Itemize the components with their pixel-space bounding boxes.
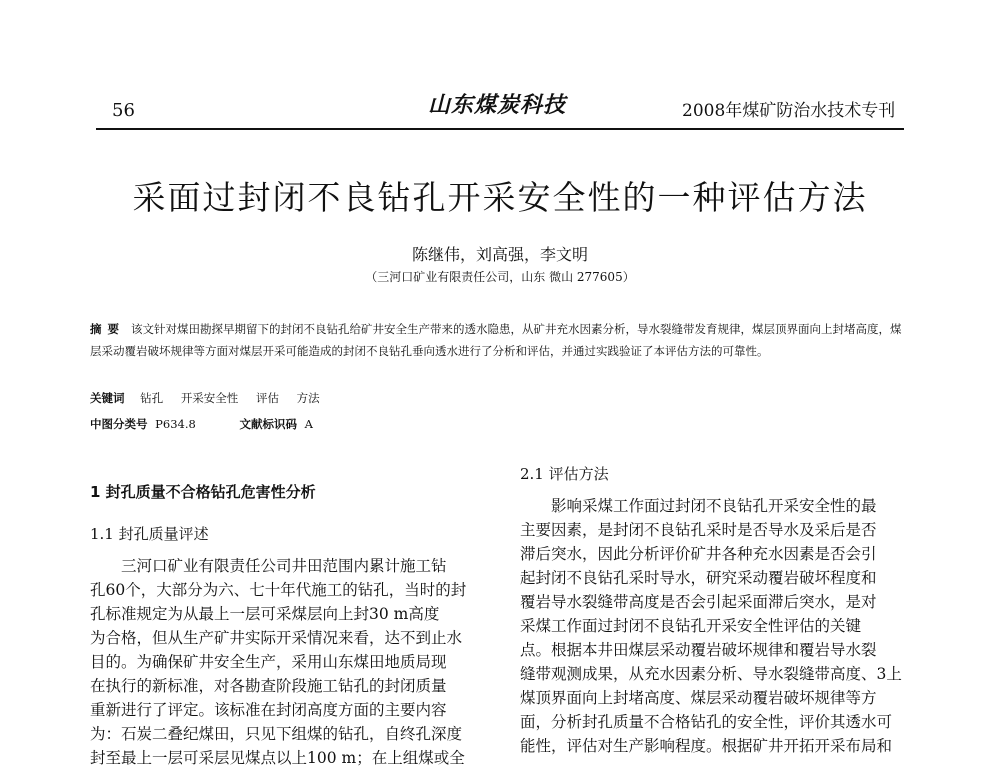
text-line: 滞后突水，因此分析评价矿井各种充水因素是否会引 [520, 545, 877, 563]
text-line: 影响采煤工作面过封闭不良钻孔开采安全性的最 [551, 497, 877, 515]
text-line: 为合格，但从生产矿井实际开采情况来看，达不到止水 [90, 629, 463, 647]
classification-value: P634.8 [155, 417, 196, 431]
classification [90, 416, 313, 432]
page-number: 56 [112, 100, 135, 121]
keyword: 开采安全性 [180, 391, 239, 405]
keyword: 方法 [296, 391, 320, 405]
text-line: 重新进行了评定。该标准在封闭高度方面的主要内容 [90, 701, 447, 719]
text-line: 缝带观测成果，从充水因素分析、导水裂缝带高度、3上 [520, 665, 902, 683]
abstract-label: 摘要 [90, 322, 125, 336]
text-line: 主要因素，是封闭不良钻孔采时是否导水及采后是否 [520, 521, 877, 539]
article-title: 采面过封闭不良钻孔开采安全性的一种评估方法 [132, 178, 868, 217]
text-line: 采煤工作面过封闭不良钻孔开采安全性评估的关键 [520, 617, 862, 635]
text-line: 煤顶界面向上封堵高度、煤层采动覆岩破坏规律等方 [520, 689, 877, 707]
text-line: 起封闭不良钻孔采时导水，研究采动覆岩破坏程度和 [520, 569, 877, 587]
text-line: 覆岩导水裂缝带高度是否会引起采面滞后突水，是对 [520, 593, 877, 611]
keywords [90, 390, 334, 406]
text-line: 目的。为确保矿井安全生产，采用山东煤田地质局现 [90, 653, 447, 671]
journal-logo: 山东煤炭科技 [428, 92, 567, 118]
text-line: 在执行的新标准，对各勘查阶段施工钻孔的封闭质量 [90, 677, 447, 695]
text-line: 能性，评估对生产影响程度。根据矿井开拓开采布局和 [520, 737, 893, 755]
text-line: 孔标准规定为从最上一层可采煤层向上封30 m高度 [90, 605, 440, 623]
text-line: 面，分析封孔质量不合格钻孔的安全性，评价其透水可 [520, 713, 893, 731]
keyword: 评估 [255, 391, 279, 405]
affiliation: （三河口矿业有限责任公司，山东 微山 277605） [365, 270, 635, 284]
issue-title: 2008年煤矿防治水技术专刊 [682, 101, 896, 121]
keyword: 钻孔 [140, 391, 164, 405]
body-paragraph [90, 554, 500, 770]
subsection-heading: 2.1 评估方法 [520, 465, 609, 483]
authors: 陈继伟，刘高强，李文明 [411, 245, 588, 264]
abstract-text: 该文针对煤田勘探早期留下的封闭不良钻孔给矿井安全生产带来的透水隐患，从矿井充水因素分析，导水裂缝带发育规律，煤层顶界面向上封堵高度，煤层采动覆岩破坏规律等方面对煤层开采可能造成的封闭不良钻孔垂向透水进行了分析和评估，并通过实践验证了本评估方法的可靠性。 [90, 322, 902, 358]
doc-code-value: A [304, 417, 313, 431]
doc-code-label: 文献标识码 [239, 417, 297, 431]
left-column [90, 480, 500, 770]
section-heading: 1 封孔质量不合格钻孔危害性分析 [90, 483, 316, 501]
text-line: 点。根据本井田煤层采动覆岩破坏规律和覆岩导水裂 [520, 641, 877, 659]
classification-label: 中图分类号 [90, 417, 148, 431]
text-line: 三河口矿业有限责任公司井田范围内累计施工钻 [121, 557, 447, 575]
header-rule [96, 128, 904, 130]
text-line: 孔60个，大部分为六、七十年代施工的钻孔，当时的封 [90, 581, 467, 599]
subsection-heading: 1.1 封孔质量评述 [90, 525, 209, 543]
text-line: 封至最上一层可采层见煤点以上100 m；在上组煤或全 [90, 749, 465, 767]
text-line: 为：石炭二叠纪煤田，只见下组煤的钻孔，自终孔深度 [90, 725, 463, 743]
keywords-label: 关键词 [90, 391, 125, 405]
abstract [90, 318, 910, 362]
body-paragraph [520, 494, 915, 758]
right-column [520, 462, 915, 758]
